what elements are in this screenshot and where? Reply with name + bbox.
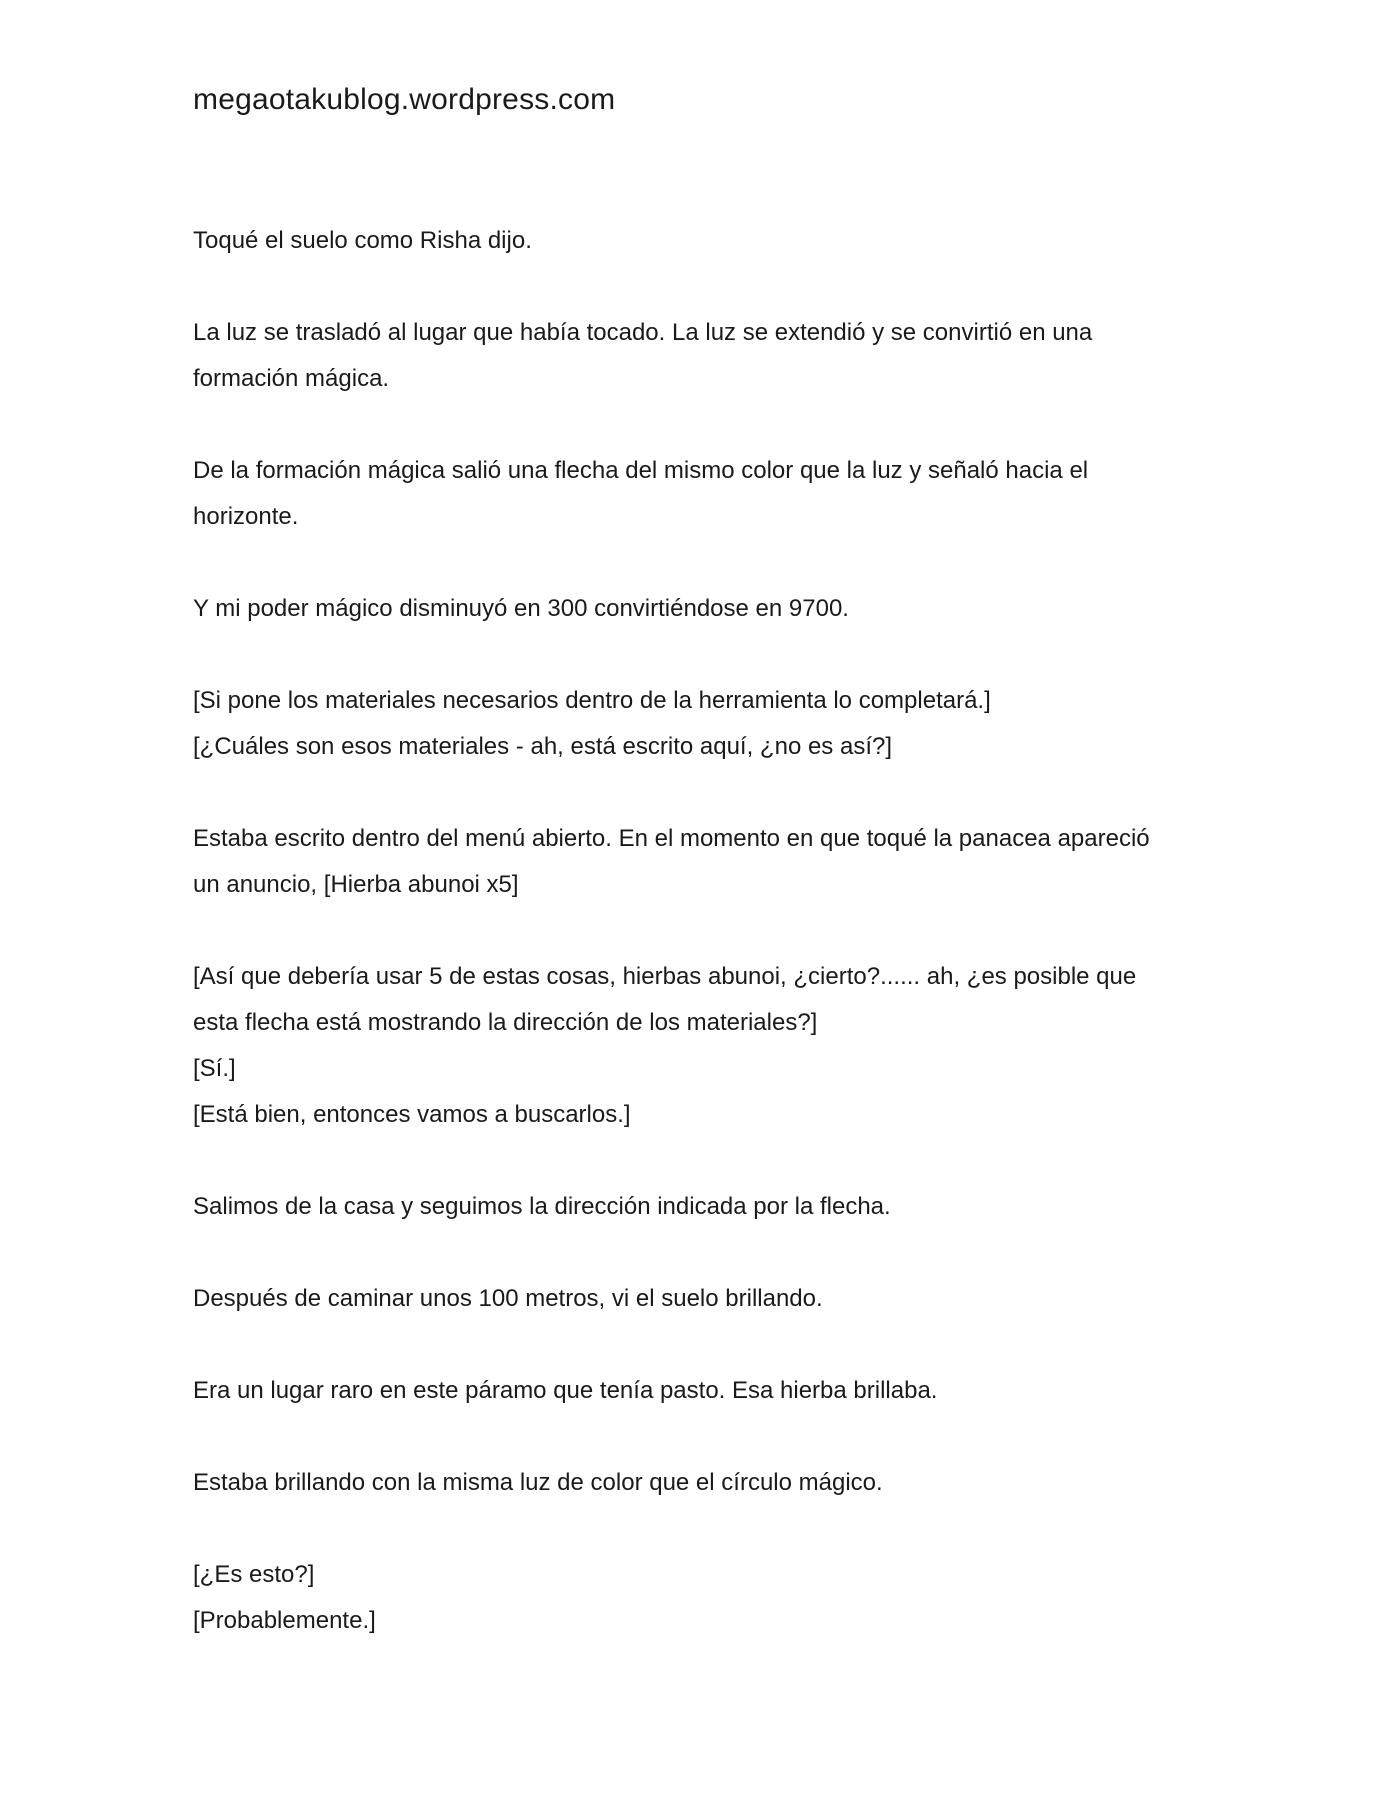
text-line: De la formación mágica salió una flecha del mismo color que la luz y señaló hacia el xyxy=(193,457,1089,484)
text-line: Estaba brillando con la misma luz de color que el círculo mágico. xyxy=(193,1469,883,1496)
text-line: horizonte. xyxy=(193,503,299,530)
text-line: [¿Cuáles son esos materiales - ah, está escrito aquí, ¿no es así?] xyxy=(193,733,892,760)
paragraph xyxy=(193,218,1233,264)
text-line: Estaba escrito dentro del menú abierto. En el momento en que toqué la panacea apareció xyxy=(193,825,1150,852)
paragraph xyxy=(193,678,1233,770)
document-body xyxy=(193,218,1233,1690)
paragraph xyxy=(193,1184,1233,1230)
paragraph xyxy=(193,448,1233,540)
text-line: Después de caminar unos 100 metros, vi el suelo brillando. xyxy=(193,1285,823,1312)
paragraph xyxy=(193,1460,1233,1506)
paragraph xyxy=(193,954,1233,1138)
text-line: [Está bien, entonces vamos a buscarlos.] xyxy=(193,1101,631,1128)
text-line: esta flecha está mostrando la dirección de los materiales?] xyxy=(193,1009,818,1036)
text-line: [Así que debería usar 5 de estas cosas, hierbas abunoi, ¿cierto?...... ah, ¿es posible que xyxy=(193,963,1137,990)
text-line: Era un lugar raro en este páramo que tenía pasto. Esa hierba brillaba. xyxy=(193,1377,938,1404)
text-line: Salimos de la casa y seguimos la dirección indicada por la flecha. xyxy=(193,1193,891,1220)
text-line: Y mi poder mágico disminuyó en 300 convirtiéndose en 9700. xyxy=(193,595,849,622)
text-line: [¿Es esto?] xyxy=(193,1561,315,1588)
text-line: La luz se trasladó al lugar que había tocado. La luz se extendió y se convirtió en una xyxy=(193,319,1093,346)
text-line: [Sí.] xyxy=(193,1055,236,1082)
paragraph xyxy=(193,586,1233,632)
paragraph xyxy=(193,1276,1233,1322)
text-line: formación mágica. xyxy=(193,365,390,392)
paragraph xyxy=(193,1552,1233,1644)
text-line: un anuncio, [Hierba abunoi x5] xyxy=(193,871,519,898)
paragraph xyxy=(193,310,1233,402)
paragraph xyxy=(193,1368,1233,1414)
text-line: [Si pone los materiales necesarios dentro de la herramienta lo completará.] xyxy=(193,687,991,714)
paragraph xyxy=(193,816,1233,908)
site-header: megaotakublog.wordpress.com xyxy=(193,83,616,116)
text-line: Toqué el suelo como Risha dijo. xyxy=(193,227,532,254)
text-line: [Probablemente.] xyxy=(193,1607,376,1634)
